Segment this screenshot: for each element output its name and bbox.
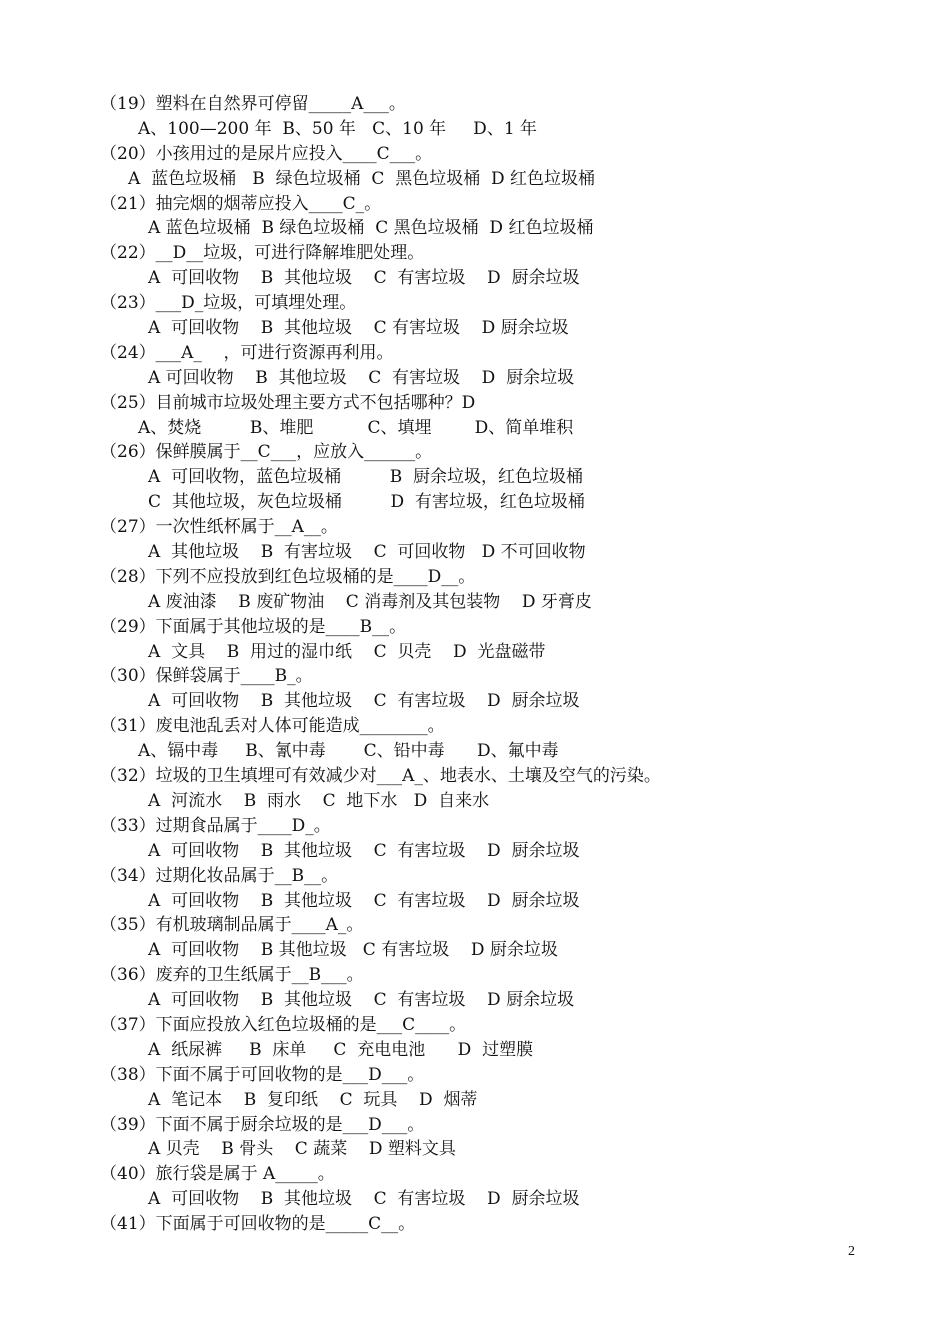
question-text: （33）过期食品属于____D_。 [100, 815, 331, 836]
answer-options: A 可回收物 B 其他垃圾 C 有害垃圾 D 厨余垃圾 [148, 691, 580, 712]
answer-options: A 可回收物 B 其他垃圾 C 有害垃圾 D 厨余垃圾 [148, 268, 580, 289]
question-text: （20）小孩用过的是尿片应投入____C___。 [100, 143, 433, 164]
answer-options: A 可回收物 B 其他垃圾 C 有害垃圾 D 厨余垃圾 [148, 318, 569, 339]
question-text: （26）保鲜膜属于__C___，应放入______。 [100, 442, 433, 463]
question-text: （40）旅行袋是属于 A_____。 [100, 1164, 335, 1185]
question-text: （22）__D__垃圾，可进行降解堆肥处理。 [100, 243, 425, 264]
answer-options: A 可回收物 B 其他垃圾 C 有害垃圾 D 厨余垃圾 [148, 990, 575, 1011]
answer-options: A 可回收物 B 其他垃圾 C 有害垃圾 D 厨余垃圾 [148, 1189, 580, 1210]
answer-options: A 可回收物 B 其他垃圾 C 有害垃圾 D 厨余垃圾 [148, 367, 575, 388]
question-text: （35）有机玻璃制品属于____A_。 [100, 915, 364, 936]
question-text: （38）下面不属于可回收物的是___D___。 [100, 1064, 425, 1085]
question-text: （21）抽完烟的烟蒂应投入____C_。 [100, 193, 382, 214]
question-text: （41）下面属于可回收物的是_____C__。 [100, 1214, 416, 1235]
question-text: （29）下面属于其他垃圾的是____B__。 [100, 616, 407, 637]
page-number: 2 [848, 1244, 855, 1259]
answer-options: A、100—200 年 B、50 年 C、10 年 D、1 年 [138, 118, 538, 139]
answer-options: A、镉中毒 B、氰中毒 C、铅中毒 D、氟中毒 [138, 741, 559, 762]
answer-options: A 笔记本 B 复印纸 C 玩具 D 烟蒂 [148, 1089, 478, 1110]
question-text: （30）保鲜袋属于____B_。 [100, 666, 313, 687]
answer-options: A 河流水 B 雨水 C 地下水 D 自来水 [148, 790, 490, 811]
question-text: （32）垃圾的卫生填埋可有效减少对___A_、地表水、土壤及空气的污染。 [100, 766, 661, 787]
answer-options: A 蓝色垃圾桶 B 绿色垃圾桶 C 黑色垃圾桶 D 红色垃圾桶 [148, 218, 594, 239]
answer-options: A 可回收物，蓝色垃圾桶 B 厨余垃圾，红色垃圾桶 [148, 467, 584, 488]
answer-options: A 可回收物 B 其他垃圾 C 有害垃圾 D 厨余垃圾 [148, 940, 558, 961]
question-text: （37）下面应投放入红色垃圾桶的是___C____。 [100, 1014, 467, 1035]
answer-options: A 可回收物 B 其他垃圾 C 有害垃圾 D 厨余垃圾 [148, 840, 580, 861]
answer-options: A 纸尿裤 B 床单 C 充电电池 D 过塑膜 [148, 1039, 534, 1060]
question-text: （28）下列不应投放到红色垃圾桶的是____D__。 [100, 566, 476, 587]
answer-options: C 其他垃圾，灰色垃圾桶 D 有害垃圾，红色垃圾桶 [148, 492, 585, 513]
answer-options: A 贝壳 B 骨头 C 蔬菜 D 塑料文具 [148, 1139, 456, 1160]
answer-options: A 文具 B 用过的湿巾纸 C 贝壳 D 光盘磁带 [148, 641, 546, 662]
document-body [100, 92, 900, 1237]
question-text: （36）废弃的卫生纸属于__B___。 [100, 965, 364, 986]
question-text: （27）一次性纸杯属于__A__。 [100, 517, 338, 538]
answer-options: A 废油漆 B 废矿物油 C 消毒剂及其包装物 D 牙膏皮 [148, 591, 592, 612]
question-text: （31）废电池乱丢对人体可能造成________。 [100, 716, 445, 737]
question-text: （24）___A_ ，可进行资源再利用。 [100, 342, 394, 363]
question-text: （34）过期化妆品属于__B__。 [100, 865, 339, 886]
question-text: （23）___D_垃圾，可填埋处理。 [100, 293, 357, 314]
question-text: （39）下面不属于厨余垃圾的是___D___。 [100, 1114, 425, 1135]
answer-options: A 其他垃圾 B 有害垃圾 C 可回收物 D 不可回收物 [148, 542, 586, 563]
answer-options: A 可回收物 B 其他垃圾 C 有害垃圾 D 厨余垃圾 [148, 890, 580, 911]
answer-options: A、焚烧 B、堆肥 C、填埋 D、简单堆积 [138, 417, 574, 438]
question-text: （19）塑料在自然界可停留_____A___。 [100, 94, 406, 114]
question-text: （25）目前城市垃圾处理主要方式不包括哪种？D [100, 392, 476, 413]
answer-options: A 蓝色垃圾桶 B 绿色垃圾桶 C 黑色垃圾桶 D 红色垃圾桶 [128, 168, 596, 189]
